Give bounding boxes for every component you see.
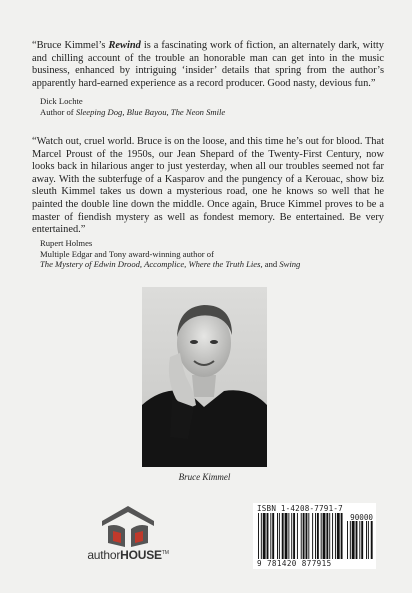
- endorser-credits: [40, 107, 390, 118]
- barcode-bar: [291, 513, 292, 559]
- barcode-bar: [317, 513, 319, 559]
- barcode-bar: [267, 513, 269, 559]
- credit-prefix: Author of: [40, 106, 76, 117]
- barcode-bar: [361, 521, 363, 559]
- barcode-bar: [261, 513, 262, 559]
- isbn-barcode: [253, 503, 376, 569]
- quote-text: is a fascinating work of fiction, an alternately dark, witty and chilling account of the trouble an honorable man can get into in the music business, enhanced by intriguing ‘insider’ details that spring from the author’s apparently hard-earned experience as a record producer. Good nasty, devious fun.”: [32, 40, 384, 89]
- barcode-bar: [329, 513, 330, 559]
- barcode-bar: [352, 521, 355, 559]
- ean-number: 9 781420 877915: [257, 559, 332, 568]
- credit-and: and: [262, 259, 280, 270]
- book-title: Rewind: [108, 40, 141, 51]
- barcode-bar: [321, 513, 322, 559]
- barcode-bar: [341, 513, 343, 559]
- barcode-bar: [297, 513, 298, 559]
- barcode-bar: [258, 513, 259, 559]
- photo-caption: Bruce Kimmel: [178, 472, 231, 482]
- isbn-label: ISBN 1-4208-7791-7: [257, 504, 343, 513]
- barcode-bar: [366, 521, 367, 559]
- endorsement-attribution-holmes: [40, 238, 390, 270]
- barcode-bar: [368, 521, 369, 559]
- credit-works: Sleeping Dog, Blue Bayou, The Neon Smile: [75, 106, 226, 117]
- wordmark-author: author: [87, 548, 121, 562]
- trademark: TM: [161, 550, 169, 556]
- wordmark-house: HOUSE: [120, 548, 162, 562]
- barcode-bar: [272, 513, 274, 559]
- endorsement-quote-lochte: [32, 40, 384, 90]
- endorsement-attribution-lochte: [40, 96, 390, 117]
- barcode-bar: [277, 513, 278, 559]
- endorser-credits-line1: Multiple Edgar and Tony award-winning author of: [40, 248, 214, 259]
- author-portrait-image: [142, 287, 267, 467]
- barcode-bar: [337, 513, 340, 559]
- price-code: 90000: [350, 513, 373, 522]
- barcode-bar: [371, 521, 373, 559]
- endorsement-quote-holmes: “Watch out, cruel world. Bruce is on the loose, and this time he’s out for blood. That Marcel Proust of the 1950s, our Jean Shepard of the Twenty-First Century, now looks back in hilarious anger to just yesterday, when all our troubles seemed not far away. With the subterfuge of a Kasparov and the pungency of a Kerouac, show biz sleuth Kimmel takes us down a mysterious road, one he knows so well that he painted the double line down the middle. Once again, Bruce Kimmel proves to be a master of fiendish mystery as well as fondest memory. Be entertained. Be very entertained.”: [32, 136, 384, 236]
- barcode-bar: [308, 513, 309, 559]
- endorser-name: Rupert Holmes: [40, 238, 93, 248]
- barcode-bar: [359, 521, 360, 559]
- barcode-bar: [332, 513, 333, 559]
- barcode-bar: [326, 513, 328, 559]
- endorser-name: Dick Lochte: [40, 96, 83, 106]
- barcode-bar: [263, 513, 266, 559]
- barcode-bar: [301, 513, 302, 559]
- credit-last: Swing: [279, 259, 301, 270]
- credit-works: The Mystery of Edwin Drood, Accomplice, Where the Truth Lies,: [40, 259, 263, 270]
- barcode-bar: [288, 513, 289, 559]
- barcode-bar: [279, 513, 280, 559]
- barcode-bar: [303, 513, 305, 559]
- quote-text: “Bruce Kimmel’s: [32, 40, 109, 51]
- barcode-bar: [312, 513, 313, 559]
- barcode-bar: [306, 513, 308, 559]
- author-photo: [142, 287, 267, 467]
- barcode-bar: [350, 521, 351, 559]
- barcode-bar: [282, 513, 284, 559]
- barcode-bar: [335, 513, 336, 559]
- endorser-credits-line2: [40, 259, 390, 270]
- barcode-bar: [347, 521, 348, 559]
- barcode-bar: [293, 513, 295, 559]
- barcode-bar: [285, 513, 288, 559]
- publisher-wordmark: [72, 548, 184, 562]
- barcode-bar: [315, 513, 316, 559]
- barcode-bar: [323, 513, 326, 559]
- barcode-bar: [270, 513, 271, 559]
- barcode-bar: [356, 521, 358, 559]
- house-book-icon: [78, 503, 178, 547]
